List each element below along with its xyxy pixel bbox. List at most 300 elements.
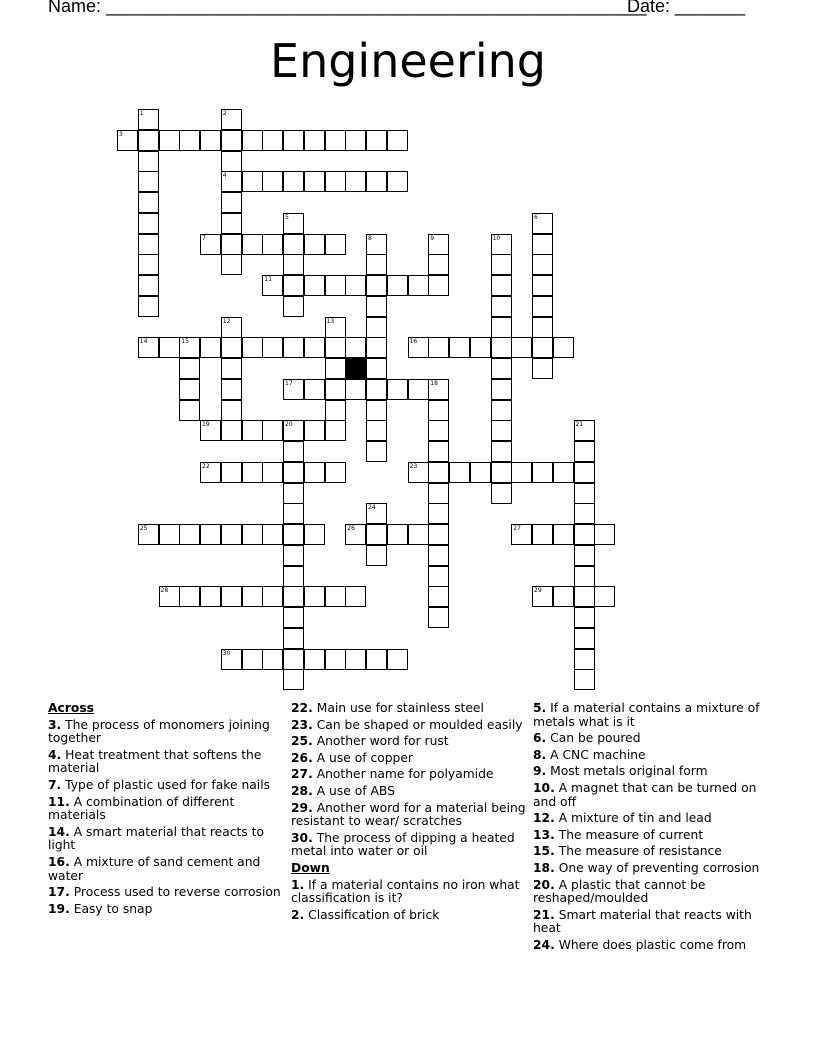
clue-number: 23 — [409, 462, 418, 470]
crossword-cell[interactable] — [242, 234, 263, 255]
crossword-cell[interactable] — [428, 586, 449, 607]
crossword-cell[interactable] — [304, 130, 325, 151]
crossword-cell[interactable] — [428, 420, 449, 441]
crossword-cell[interactable] — [221, 130, 242, 151]
clue-item — [48, 856, 284, 883]
clue-item — [48, 719, 284, 746]
crossword-cell[interactable] — [304, 234, 325, 255]
crossword-cell[interactable] — [138, 234, 159, 255]
clue-number-label: 15. — [533, 844, 555, 859]
clue-number: 13 — [326, 317, 335, 325]
crossword-cell[interactable] — [408, 275, 429, 296]
crossword-cell[interactable] — [242, 649, 263, 670]
clue-item — [533, 862, 769, 876]
clue-number: 20 — [285, 421, 293, 429]
crossword-cell[interactable] — [491, 275, 512, 296]
clue-text: Another word for rust — [312, 734, 449, 749]
date-field-label: Date: _______ — [627, 0, 746, 16]
crossword-cell[interactable] — [532, 275, 553, 296]
crossword-cell[interactable] — [345, 171, 366, 192]
crossword-cell[interactable] — [325, 358, 346, 379]
crossword-cell[interactable] — [138, 130, 159, 151]
crossword-cell[interactable] — [574, 545, 595, 566]
crossword-cell[interactable] — [179, 130, 200, 151]
crossword-cell[interactable] — [449, 462, 470, 483]
crossword-cell[interactable] — [553, 586, 574, 607]
crossword-cell[interactable] — [138, 109, 159, 130]
crossword-cell[interactable] — [491, 379, 512, 400]
crossword-cell[interactable] — [242, 420, 263, 441]
crossword-cell[interactable] — [594, 586, 615, 607]
clue-item — [291, 719, 527, 733]
clue-number-label: 2. — [291, 907, 305, 922]
crossword-cell[interactable] — [511, 524, 532, 545]
crossword-cell[interactable] — [408, 524, 429, 545]
crossword-cell[interactable] — [511, 462, 532, 483]
crossword-cell[interactable] — [304, 420, 325, 441]
crossword-cell[interactable] — [428, 400, 449, 421]
clue-item — [533, 845, 769, 859]
crossword-cell[interactable] — [345, 586, 366, 607]
crossword-cell[interactable] — [200, 420, 221, 441]
crossword-cell[interactable] — [304, 649, 325, 670]
crossword-cell[interactable] — [532, 317, 553, 338]
clue-number: 28 — [160, 587, 169, 595]
crossword-cell[interactable] — [221, 586, 242, 607]
clue-text: Can be poured — [546, 731, 641, 746]
crossword-cell[interactable] — [221, 109, 242, 130]
clues-column-3 — [533, 702, 769, 956]
crossword-cell[interactable] — [283, 649, 304, 670]
clue-number-label: 11. — [48, 794, 70, 809]
crossword-cell[interactable] — [325, 649, 346, 670]
crossword-cell[interactable] — [304, 337, 325, 358]
crossword-cell[interactable] — [221, 524, 242, 545]
crossword-cell[interactable] — [428, 441, 449, 462]
crossword-cell[interactable] — [138, 171, 159, 192]
crossword-cell[interactable] — [159, 586, 180, 607]
clue-text: A CNC machine — [546, 747, 646, 762]
crossword-cell[interactable] — [262, 586, 283, 607]
clue-number-label: 30. — [291, 830, 313, 845]
clue-number: 25 — [139, 525, 148, 532]
crossword-cell[interactable] — [242, 586, 263, 607]
crossword-cell[interactable] — [283, 628, 304, 649]
clue-item — [533, 749, 769, 763]
clue-text: A mixture of tin and lead — [554, 811, 712, 826]
clue-item — [291, 785, 527, 799]
crossword-cell[interactable] — [283, 337, 304, 358]
crossword-cell[interactable] — [366, 171, 387, 192]
clue-item — [291, 879, 527, 906]
crossword-cell[interactable] — [574, 441, 595, 462]
clue-number: 14 — [139, 338, 148, 346]
crossword-cell[interactable] — [304, 462, 325, 483]
crossword-cell[interactable] — [532, 586, 553, 607]
clue-number: 19 — [202, 421, 210, 429]
crossword-cell[interactable] — [221, 337, 242, 358]
crossword-cell[interactable] — [242, 524, 263, 545]
crossword-cell[interactable] — [283, 483, 304, 504]
crossword-cell[interactable] — [325, 586, 346, 607]
crossword-cell[interactable] — [325, 400, 346, 421]
clue-item — [48, 779, 284, 793]
crossword-cell[interactable] — [221, 649, 242, 670]
crossword-cell[interactable] — [345, 275, 366, 296]
crossword-cell[interactable] — [304, 524, 325, 545]
crossword-cell[interactable] — [283, 503, 304, 524]
clue-number: 29 — [534, 587, 542, 595]
clue-item — [533, 909, 769, 936]
clue-item — [533, 782, 769, 809]
crossword-cell[interactable] — [262, 234, 283, 255]
crossword-cell[interactable] — [283, 462, 304, 483]
crossword-cell[interactable] — [283, 379, 304, 400]
clues-column-1 — [48, 702, 284, 919]
crossword-cell[interactable] — [387, 275, 408, 296]
crossword-cell[interactable] — [283, 234, 304, 255]
crossword-cell[interactable] — [428, 566, 449, 587]
clue-number-label: 6. — [533, 731, 547, 746]
crossword-cell[interactable] — [366, 296, 387, 317]
crossword-cell[interactable] — [574, 669, 595, 690]
crossword-cell[interactable] — [574, 503, 595, 524]
crossword-cell[interactable] — [283, 275, 304, 296]
clue-item — [48, 903, 284, 917]
crossword-cell[interactable] — [262, 337, 283, 358]
clue-text: The process of dipping a heated metal into water or oil — [291, 830, 515, 859]
crossword-cell[interactable] — [428, 524, 449, 545]
crossword-cell[interactable] — [532, 296, 553, 317]
crossword-cell[interactable] — [283, 171, 304, 192]
clue-number: 21 — [575, 421, 584, 429]
crossword-cell[interactable] — [532, 524, 553, 545]
crossword-cell[interactable] — [491, 254, 512, 275]
crossword-cell[interactable] — [283, 130, 304, 151]
crossword-cell[interactable] — [138, 192, 159, 213]
crossword-cell[interactable] — [325, 275, 346, 296]
crossword-cell[interactable] — [221, 400, 242, 421]
crossword-cell[interactable] — [366, 545, 387, 566]
crossword-cell[interactable] — [345, 524, 366, 545]
clue-number: 5 — [285, 213, 289, 221]
clue-text: Can be shaped or moulded easily — [312, 717, 523, 732]
crossword-cell[interactable] — [491, 358, 512, 379]
crossword-cell[interactable] — [283, 296, 304, 317]
crossword-cell[interactable] — [179, 524, 200, 545]
crossword-cell[interactable] — [574, 524, 595, 545]
crossword-cell[interactable] — [179, 586, 200, 607]
clue-number-label: 25. — [291, 734, 313, 749]
crossword-cell[interactable] — [283, 420, 304, 441]
crossword-cell[interactable] — [200, 586, 221, 607]
crossword-cell[interactable] — [283, 254, 304, 275]
clue-text: Smart material that reacts with heat — [533, 907, 752, 936]
clue-text: Type of plastic used for fake nails — [61, 777, 271, 792]
crossword-cell[interactable] — [221, 192, 242, 213]
crossword-cell[interactable] — [283, 545, 304, 566]
crossword-cell[interactable] — [574, 586, 595, 607]
crossword-cell[interactable] — [262, 171, 283, 192]
crossword-cell[interactable] — [179, 337, 200, 358]
crossword-cell[interactable] — [325, 337, 346, 358]
crossword-cell[interactable] — [387, 130, 408, 151]
crossword-cell[interactable] — [283, 566, 304, 587]
clue-text: Process used to reverse corrosion — [69, 885, 281, 900]
crossword-cell[interactable] — [387, 649, 408, 670]
crossword-cell[interactable] — [179, 358, 200, 379]
crossword-cell[interactable] — [283, 524, 304, 545]
crossword-cell[interactable] — [594, 524, 615, 545]
clue-text: If a material contains a mixture of metals what is it — [533, 701, 760, 729]
crossword-cell[interactable] — [366, 275, 387, 296]
crossword-cell[interactable] — [574, 462, 595, 483]
crossword-cell[interactable] — [221, 151, 242, 172]
clue-item — [291, 702, 527, 716]
clue-number-label: 4. — [48, 747, 62, 762]
crossword-cell[interactable] — [366, 130, 387, 151]
clue-item — [533, 812, 769, 826]
crossword-cell[interactable] — [428, 379, 449, 400]
crossword-cell[interactable] — [159, 524, 180, 545]
crossword-cell[interactable] — [304, 586, 325, 607]
clue-number: 7 — [202, 234, 206, 242]
crossword-cell[interactable] — [387, 171, 408, 192]
crossword-cell[interactable] — [532, 358, 553, 379]
crossword-cell[interactable] — [325, 379, 346, 400]
crossword-cell[interactable] — [366, 441, 387, 462]
clues-column-2 — [291, 702, 527, 925]
clue-number-label: 23. — [291, 717, 313, 732]
clue-item — [291, 768, 527, 782]
crossword-cell[interactable] — [428, 503, 449, 524]
clue-number: 16 — [409, 338, 418, 346]
crossword-cell[interactable] — [221, 317, 242, 338]
crossword-cell[interactable] — [221, 379, 242, 400]
crossword-cell[interactable] — [532, 234, 553, 255]
clue-item — [291, 802, 527, 829]
crossword-cell[interactable] — [553, 524, 574, 545]
crossword-cell[interactable] — [574, 566, 595, 587]
crossword-cell[interactable] — [304, 275, 325, 296]
crossword-cell[interactable] — [491, 462, 512, 483]
crossword-cell[interactable] — [574, 607, 595, 628]
crossword-cell[interactable] — [221, 254, 242, 275]
clue-number: 11 — [264, 276, 272, 283]
crossword-cell[interactable] — [428, 234, 449, 255]
clue-text: Easy to snap — [69, 901, 153, 916]
crossword-cell[interactable] — [221, 420, 242, 441]
clue-text: Where does plastic come from — [554, 937, 747, 952]
crossword-cell[interactable] — [366, 379, 387, 400]
clue-number-label: 26. — [291, 750, 313, 765]
clue-text: A smart material that reacts to light — [48, 824, 264, 853]
clue-text: A combination of different materials — [48, 794, 235, 823]
crossword-cell[interactable] — [345, 130, 366, 151]
crossword-cell[interactable] — [491, 317, 512, 338]
clue-item — [533, 702, 769, 729]
crossword-cell[interactable] — [366, 358, 387, 379]
crossword-cell[interactable] — [428, 607, 449, 628]
clue-number-label: 16. — [48, 854, 70, 869]
crossword-cell[interactable] — [242, 337, 263, 358]
crossword-cell[interactable] — [491, 400, 512, 421]
crossword-cell[interactable] — [532, 254, 553, 275]
crossword-cell[interactable] — [428, 254, 449, 275]
clue-number-label: 14. — [48, 824, 70, 839]
crossword-cell[interactable] — [345, 337, 366, 358]
crossword-cell[interactable] — [221, 462, 242, 483]
crossword-cell[interactable] — [262, 462, 283, 483]
crossword-cell[interactable] — [345, 649, 366, 670]
clue-item — [533, 765, 769, 779]
clue-item — [48, 749, 284, 776]
crossword-cell[interactable] — [200, 234, 221, 255]
crossword-cell[interactable] — [138, 213, 159, 234]
crossword-cell[interactable] — [200, 462, 221, 483]
crossword-cell[interactable] — [262, 524, 283, 545]
crossword-cell[interactable] — [532, 213, 553, 234]
crossword-cell[interactable] — [200, 524, 221, 545]
crossword-cell[interactable] — [428, 483, 449, 504]
crossword-cell[interactable] — [159, 337, 180, 358]
crossword-cell[interactable] — [283, 669, 304, 690]
crossword-cell[interactable] — [262, 130, 283, 151]
clue-number: 4 — [222, 172, 227, 180]
crossword-cell[interactable] — [553, 337, 574, 358]
crossword-cell[interactable] — [221, 234, 242, 255]
clue-item — [533, 879, 769, 906]
clue-number: 26 — [347, 525, 355, 532]
crossword-cell[interactable] — [283, 607, 304, 628]
crossword-cell[interactable] — [325, 130, 346, 151]
crossword-cell[interactable] — [200, 130, 221, 151]
clue-number: 12 — [222, 317, 231, 325]
clue-number-label: 3. — [48, 717, 62, 732]
clue-number-label: 12. — [533, 811, 555, 826]
crossword-cell[interactable] — [387, 524, 408, 545]
clue-number-label: 7. — [48, 777, 62, 792]
crossword-cell[interactable] — [366, 254, 387, 275]
clue-number: 30 — [222, 649, 231, 657]
crossword-cell[interactable] — [428, 462, 449, 483]
crossword-cell[interactable] — [574, 483, 595, 504]
crossword-cell[interactable] — [179, 379, 200, 400]
crossword-cell[interactable] — [138, 151, 159, 172]
crossword-cell[interactable] — [345, 379, 366, 400]
clue-text: Classification of brick — [304, 907, 440, 922]
crossword-cell[interactable] — [304, 171, 325, 192]
crossword-cell[interactable] — [242, 130, 263, 151]
crossword-cell[interactable] — [366, 400, 387, 421]
crossword-cell[interactable] — [138, 524, 159, 545]
crossword-cell[interactable] — [242, 171, 263, 192]
crossword-cell[interactable] — [574, 420, 595, 441]
clue-text: The measure of resistance — [554, 844, 722, 859]
crossword-cell[interactable] — [428, 275, 449, 296]
clue-number: 6 — [534, 213, 538, 221]
clue-text: One way of preventing corrosion — [554, 860, 760, 875]
clue-number-label: 21. — [533, 907, 555, 922]
clue-number: 2 — [222, 110, 227, 117]
crossword-cell[interactable] — [491, 483, 512, 504]
clue-number-label: 1. — [291, 877, 305, 892]
crossword-cell[interactable] — [574, 649, 595, 670]
crossword-cell[interactable] — [283, 441, 304, 462]
crossword-cell[interactable] — [262, 275, 283, 296]
crossword-cell[interactable] — [262, 420, 283, 441]
crossword-cell[interactable] — [491, 337, 512, 358]
crossword-cell[interactable] — [428, 545, 449, 566]
crossword-cell[interactable] — [325, 420, 346, 441]
crossword-cell[interactable] — [366, 503, 387, 524]
crossword-cell[interactable] — [304, 379, 325, 400]
crossword-cell[interactable] — [491, 234, 512, 255]
crossword-cell[interactable] — [408, 379, 429, 400]
crossword-cell[interactable] — [366, 649, 387, 670]
crossword-cell[interactable] — [221, 358, 242, 379]
crossword-cell[interactable] — [242, 462, 263, 483]
crossword-cell[interactable] — [470, 462, 491, 483]
clue-number-label: 29. — [291, 800, 313, 815]
clue-text: A use of copper — [312, 750, 413, 765]
crossword-cell[interactable] — [532, 462, 553, 483]
crossword-cell[interactable] — [408, 337, 429, 358]
crossword-cell[interactable] — [283, 213, 304, 234]
crossword-cell[interactable] — [325, 462, 346, 483]
clue-item — [291, 832, 527, 859]
crossword-cell[interactable] — [179, 400, 200, 421]
crossword-cell[interactable] — [200, 337, 221, 358]
crossword-cell[interactable] — [138, 296, 159, 317]
crossword-cell[interactable] — [574, 628, 595, 649]
crossword-cell[interactable] — [366, 234, 387, 255]
clue-number-label: 9. — [533, 764, 547, 779]
crossword-cell[interactable] — [325, 317, 346, 338]
crossword-cell[interactable] — [428, 337, 449, 358]
crossword-cell[interactable] — [159, 130, 180, 151]
crossword-cell[interactable] — [138, 337, 159, 358]
clue-number: 15 — [181, 338, 189, 346]
crossword-cell[interactable] — [491, 420, 512, 441]
crossword-cell[interactable] — [221, 213, 242, 234]
crossword-cell[interactable] — [221, 171, 242, 192]
crossword-cell[interactable] — [117, 130, 138, 151]
crossword-cell[interactable] — [491, 296, 512, 317]
crossword-cell[interactable] — [366, 524, 387, 545]
crossword-cell[interactable] — [138, 275, 159, 296]
clue-item — [533, 939, 769, 953]
clue-text: Main use for stainless steel — [312, 701, 484, 715]
crossword-cell[interactable] — [325, 234, 346, 255]
crossword-cell[interactable] — [262, 649, 283, 670]
crossword-cell[interactable] — [408, 462, 429, 483]
crossword-cell[interactable] — [387, 379, 408, 400]
crossword-cell[interactable] — [138, 254, 159, 275]
clue-item — [48, 796, 284, 823]
crossword-cell[interactable] — [325, 171, 346, 192]
crossword-cell[interactable] — [366, 317, 387, 338]
crossword-cell[interactable] — [511, 337, 532, 358]
crossword-cell[interactable] — [491, 441, 512, 462]
crossword-cell[interactable] — [470, 337, 491, 358]
crossword-cell[interactable] — [532, 337, 553, 358]
crossword-cell[interactable] — [366, 337, 387, 358]
crossword-cell[interactable] — [283, 586, 304, 607]
crossword-cell[interactable] — [553, 462, 574, 483]
crossword-cell[interactable] — [366, 420, 387, 441]
crossword-cell[interactable] — [449, 337, 470, 358]
